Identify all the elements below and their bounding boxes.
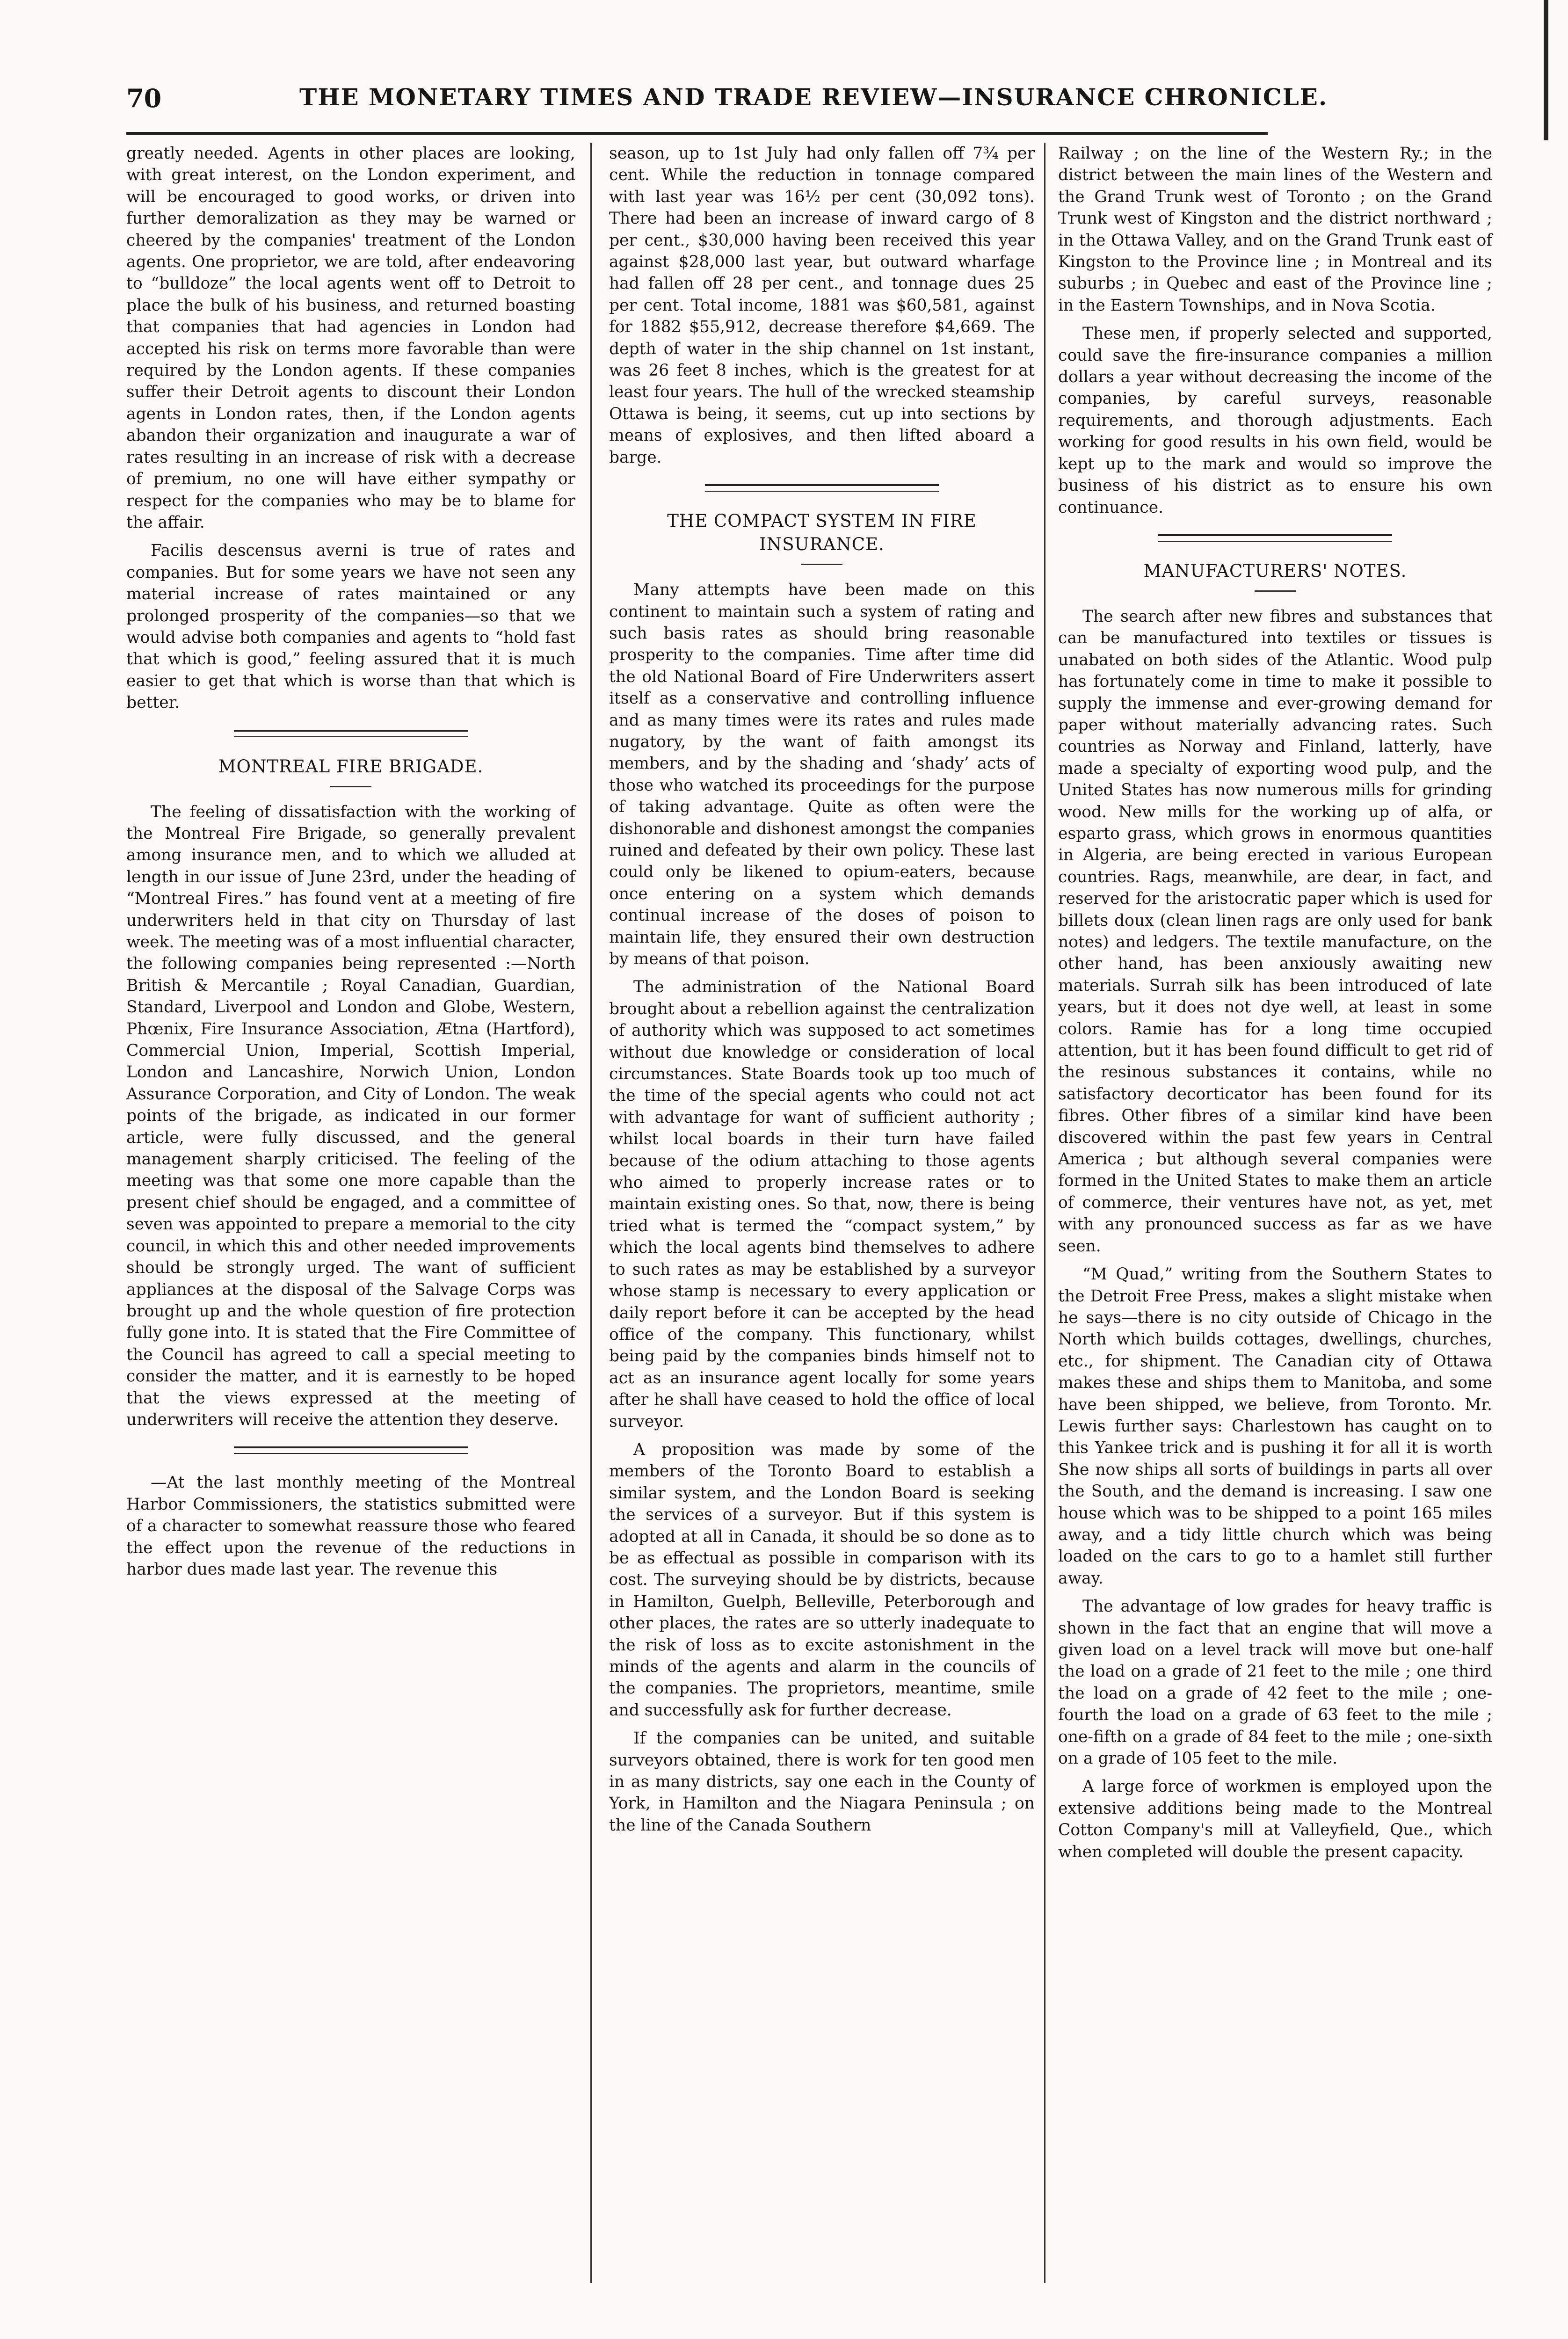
- paragraph: Facilis descensus averni is true of rates and companies. But for some years we have not seen any material increase of rates maintained or any prolonged prosperity of the companies—so that we would advise both companies and agents to “hold fast that which is good,” feeling assured that it is much easier to get that which is worse than that which is better.: [126, 541, 575, 712]
- heading-rule: [801, 564, 842, 565]
- heading-rule: [1255, 590, 1296, 592]
- article-heading: MANUFACTURERS' NOTES.: [1143, 560, 1407, 581]
- page-header: [126, 83, 1328, 121]
- paragraph: The feeling of dissatisfaction with the working of the Montreal Fire Brigade, so generally prevalent among insurance men, and to which we alluded at length in our issue of June 23rd, under the heading of “Montreal Fires.” has found vent at a meeting of fire underwriters held in that city on Thursday of last week. The meeting was of a most influential character, the following companies being represented :—North British & Mercantile ; Royal Canadian, Guardian, Standard, Liverpool and London and Globe, Western, Phœnix, Fire Insurance Association, Ætna (Hartford), Commercial Union, Imperial, Scottish Imperial, London and Lancashire, Norwich Union, London Assurance Corporation, and City of London. The weak points of the brigade, as indicated in our former article, were fully discussed, and the general management sharply criticised. The feeling of the meeting was that some one more capable than the present chief should be engaged, and a committee of seven was appointed to prepare a memorial to the city council, in which this and other needed improvements should be strongly urged. The want of sufficient appliances at the disposal of the Salvage Corps was brought up and the whole question of fire protection fully gone into. It is stated that the Fire Committee of the Council has agreed to call a special meeting to consider the matter, and it is earnestly to be hoped that the views expressed at the meeting of underwriters will receive the attention they deserve.: [126, 802, 575, 1429]
- running-title: THE MONETARY TIMES AND TRADE REVIEW—INSURANCE CHRONICLE.: [299, 83, 1328, 111]
- article-heading: THE COMPACT SYSTEM IN FIRE INSURANCE.: [667, 511, 977, 555]
- paragraph: A proposition was made by some of the members of the Toronto Board to establish a similar system, and the London Board is seeking the services of a surveyor. But if this system is adopted at all in Canada, it should be so done as to be as effectual as possible in comparison with its cost. The surveying should be by districts, because in Hamilton, Guelph, Belleville, Peterborough and other places, the rates are so utterly inadequate to the risk of loss as to excite astonishment in the minds of the agents and alarm in the councils of the companies. The proprietors, meantime, smile and successfully ask for further decrease.: [609, 1440, 1035, 1720]
- page-number: 70: [126, 83, 162, 113]
- page-edge-mark: [1544, 0, 1548, 140]
- section-separator: [1158, 534, 1392, 542]
- paragraph: —At the last monthly meeting of the Montreal Harbor Commissioners, the statistics submitted were of a character to somewhat reassure those who feared the effect upon the revenue of the reductions in harbor dues made last year. The revenue this: [126, 1473, 575, 1579]
- section-separator: [234, 730, 468, 737]
- paragraph: season, up to 1st July had only fallen off 7¾ per cent. While the reduction in tonnage compared with last year was 16½ per cent (30,092 tons). There had been an increase of inward cargo of 8 per cent., $30,000 having been received this year against $28,000 last year, but outward wharfage had fallen off 28 per cent., and tonnage dues 25 per cent. Total income, 1881 was $60,581, against for 1882 $55,912, decrease therefore $4,669. The depth of water in the ship channel on 1st instant, was 26 feet 8 inches, which is the greatest for at least four years. The hull of the wrecked steamship Ottawa is being, it seems, cut up into sections by means of explosives, and then lifted aboard a barge.: [609, 144, 1035, 467]
- paragraph: Many attempts have been made on this continent to maintain such a system of rating and such basis rates as should bring reasonable prosperity to the companies. Time after time did the old National Board of Fire Underwriters assert itself as a conservative and controlling influence and as many times were its rates and rules made nugatory, by the want of faith amongst its members, and by the shading and ‘shady’ acts of those who watched its proceedings for the purpose of taking advantage. Quite as often were the dishonorable and dishonest amongst the companies ruined and defeated by their own policy. These last could only be likened to opium-eaters, because once entering on a system which demands continual increase of the doses of poison to maintain life, they ensured their own destruction by means of that poison.: [609, 581, 1035, 968]
- paragraph: Railway ; on the line of the Western Ry.; in the district between the main lines of the Western and the Grand Trunk west of Toronto ; on the Grand Trunk west of Kingston and the district northward ; in the Ottawa Valley, and on the Grand Trunk east of Kingston to the Province line ; in Montreal and its suburbs ; in Quebec and east of the Province line ; in the Eastern Townships, and in Nova Scotia.: [1058, 144, 1492, 315]
- paragraph: These men, if properly selected and supported, could save the fire-insurance companies a million dollars a year without decreasing the income of the companies, by careful surveys, reasonable requirements, and thorough adjustments. Each working for good results in his own field, would be kept up to the mark and would so improve the business of his district as to ensure his own continuance.: [1058, 324, 1492, 517]
- heading-rule: [330, 786, 371, 787]
- column-3: [1058, 143, 1492, 1869]
- column-divider: [1044, 143, 1045, 2283]
- paragraph: The administration of the National Board brought about a rebellion against the centralization of authority which was supposed to act sometimes without due knowledge or consideration of local circumstances. State Boards took up too much of the time of the special agents who could not act with advantage for want of sufficient authority ; whilst local boards in their turn have failed because of the odium attaching to those agents who aimed to properly increase rates or to maintain existing ones. So that, now, there is being tried what is termed the “compact system,” by which the local agents bind themselves to adhere to such rates as may be established by a surveyor whose stamp is necessary to every application or daily report before it can be accepted by the head office of the company. This functionary, whilst being paid by the companies binds himself not to act as an insurance agent locally for some years after he shall have ceased to hold the office of local surveyor.: [609, 978, 1035, 1431]
- paragraph: The advantage of low grades for heavy traffic is shown in the fact that an engine that will move a given load on a level track will move but one-half the load on a grade of 21 feet to the mile ; one third the load on a grade of 42 feet to the mile ; one-fourth the load on a grade of 63 feet to the mile ; one-fifth on a grade of 84 feet to the mile ; one-sixth on a grade of 105 feet to the mile.: [1058, 1597, 1492, 1768]
- paragraph: The search after new fibres and substances that can be manufactured into textiles or tissues is unabated on both sides of the Atlantic. Wood pulp has fortunately come in time to make it possible to supply the immense and ever-growing demand for paper without materially advancing rates. Such countries as Norway and Finland, latterly, have made a specialty of exporting wood pulp, and the United States has now numerous mills for grinding wood. New mills for the working up of alfa, or esparto grass, which grows in enormous quantities in Algeria, are being erected in various European countries. Rags, meanwhile, are dear, in fact, and reserved for the aristocratic paper which is used for billets doux (clean linen rags are only used for bank notes) and ledgers. The textile manufacture, on the other hand, has been anxiously awaiting new materials. Surrah silk has been introduced of late years, but it does not dye well, at least in some colors. Ramie has for a long time occupied attention, but it has been found difficult to get rid of the resinous substances it contains, while no satisfactory decorticator has been found for its fibres. Other fibres of a similar kind have been discovered within the past few years in Central America ; but although several companies were formed in the United States to make them an article of commerce, their ventures have not, as yet, met with any pronounced success as far as we have seen.: [1058, 607, 1492, 1256]
- paragraph: If the companies can be united, and suitable surveyors obtained, there is work for ten good men in as many districts, say one each in the County of York, in Hamilton and the Niagara Peninsula ; on the line of the Canada Southern: [609, 1729, 1035, 1835]
- article-heading: MONTREAL FIRE BRIGADE.: [218, 756, 484, 777]
- column-divider: [590, 143, 592, 2283]
- section-separator: [234, 1446, 468, 1454]
- column-1: [126, 143, 575, 1587]
- section-separator: [705, 484, 939, 492]
- column-2: [609, 143, 1035, 1843]
- paragraph: “M Quad,” writing from the Southern States to the Detroit Free Press, makes a slight mistake when he says—there is no city outside of Chicago in the North which builds cottages, dwellings, churches, etc., for shipment. The Canadian city of Ottawa makes these and ships them to Manitoba, and some have been shipped, we believe, from Toronto. Mr. Lewis further says: Charlestown has caught on to this Yankee trick and is pushing it for all it is worth She now ships all sorts of buildings in parts all over the South, and the demand is increasing. I saw one house which was to be shipped to a point 165 miles away, and a tidy little church which was being loaded on the cars to go to a hamlet still further away.: [1058, 1265, 1492, 1588]
- paragraph: A large force of workmen is employed upon the extensive additions being made to the Montreal Cotton Company's mill at Valleyfield, Que., which when completed will double the present capacity.: [1058, 1777, 1492, 1861]
- paragraph: greatly needed. Agents in other places are looking, with great interest, on the London experiment, and will be encouraged to good works, or driven into further demoralization as they may be warned or cheered by the companies' treatment of the London agents. One proprietor, we are told, after endeavoring to “bulldoze” the local agents went off to Detroit to place the bulk of his business, and returned boasting that companies that had agencies in London had accepted his risk on terms more favorable than were required by the London agents. If these companies suffer their Detroit agents to discount their London agents in London rates, then, if the London agents abandon their organization and inaugurate a war of rates resulting in an increase of risk with a decrease of premium, no one will have either sympathy or respect for the companies who may be to blame for the affair.: [126, 144, 575, 532]
- header-rule: [126, 132, 1268, 135]
